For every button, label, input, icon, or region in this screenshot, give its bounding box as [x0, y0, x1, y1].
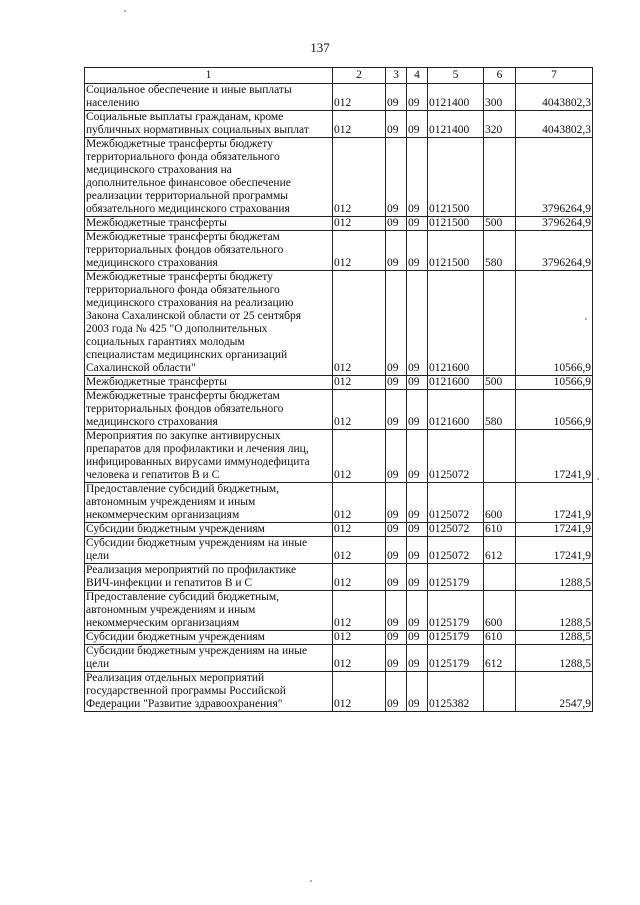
target-article-cell: 0121600 [428, 271, 484, 376]
section-code-cell: 09 [386, 564, 407, 591]
section-code-cell: 09 [386, 483, 407, 523]
ministry-code-cell: 012 [333, 231, 386, 271]
ministry-code-cell: 012 [333, 631, 386, 645]
table-row [85, 523, 593, 537]
expense-type-cell: 580 [484, 390, 516, 430]
amount-cell: 10566,9 [516, 376, 593, 390]
amount-cell: 17241,9 [516, 523, 593, 537]
table-row [85, 672, 593, 712]
row-name-cell: Предоставление субсидий бюджетным, автономным учреждениям и иным некоммерческим организациям [85, 483, 333, 523]
amount-cell: 1288,5 [516, 631, 593, 645]
table-row [85, 430, 593, 483]
expense-type-cell [484, 564, 516, 591]
row-name-cell: Субсидии бюджетным учреждениям [85, 523, 333, 537]
amount-cell: 3796264,9 [516, 231, 593, 271]
subsection-code-cell: 09 [407, 390, 428, 430]
amount-cell: 1288,5 [516, 591, 593, 631]
section-code-cell: 09 [386, 231, 407, 271]
section-code-cell: 09 [386, 591, 407, 631]
amount-cell: 10566,9 [516, 390, 593, 430]
subsection-code-cell: 09 [407, 430, 428, 483]
amount-cell: 4043802,3 [516, 111, 593, 138]
table-row [85, 483, 593, 523]
row-name-cell: Межбюджетные трансферты бюджетам территориальных фондов обязательного медицинского страхования [85, 390, 333, 430]
section-code-cell: 09 [386, 84, 407, 111]
header-cell: 3 [386, 68, 407, 84]
target-article-cell: 0121500 [428, 138, 484, 217]
row-name-cell: Межбюджетные трансферты [85, 376, 333, 390]
subsection-code-cell: 09 [407, 84, 428, 111]
subsection-code-cell: 09 [407, 138, 428, 217]
ministry-code-cell: 012 [333, 523, 386, 537]
subsection-code-cell: 09 [407, 217, 428, 231]
header-cell: 4 [407, 68, 428, 84]
table-row [85, 564, 593, 591]
expense-type-cell: 612 [484, 645, 516, 672]
table-row [85, 537, 593, 564]
row-name-cell: Реализация отдельных мероприятий государственной программы Российской Федерации "Развитие здравоохранения" [85, 672, 333, 712]
table-body [85, 84, 593, 712]
row-name-cell: Субсидии бюджетным учреждениям на иные цели [85, 537, 333, 564]
section-code-cell: 09 [386, 390, 407, 430]
amount-cell: 10566,9 [516, 271, 593, 376]
section-code-cell: 09 [386, 672, 407, 712]
ministry-code-cell: 012 [333, 390, 386, 430]
amount-cell: 2547,9 [516, 672, 593, 712]
target-article-cell: 0125382 [428, 672, 484, 712]
ministry-code-cell: 012 [333, 591, 386, 631]
expense-type-cell: 600 [484, 591, 516, 631]
subsection-code-cell: 09 [407, 376, 428, 390]
expense-type-cell: 610 [484, 523, 516, 537]
expense-type-cell: 500 [484, 376, 516, 390]
subsection-code-cell: 09 [407, 523, 428, 537]
subsection-code-cell: 09 [407, 271, 428, 376]
target-article-cell: 0121400 [428, 111, 484, 138]
section-code-cell: 09 [386, 376, 407, 390]
row-name-cell: Межбюджетные трансферты [85, 217, 333, 231]
header-cell: 1 [85, 68, 333, 84]
subsection-code-cell: 09 [407, 631, 428, 645]
target-article-cell: 0125072 [428, 430, 484, 483]
expense-type-cell [484, 138, 516, 217]
table-row [85, 376, 593, 390]
section-code-cell: 09 [386, 111, 407, 138]
ministry-code-cell: 012 [333, 271, 386, 376]
page-number: 137 [310, 40, 330, 55]
target-article-cell: 0125179 [428, 591, 484, 631]
expense-type-cell: 500 [484, 217, 516, 231]
table-row [85, 111, 593, 138]
section-code-cell: 09 [386, 631, 407, 645]
row-name-cell: Мероприятия по закупке антивирусных препаратов для профилактики и лечения лиц, инфицированных вирусами иммунодефицита человека и гепатитов В и С [85, 430, 333, 483]
table-row [85, 631, 593, 645]
expense-type-cell [484, 672, 516, 712]
section-code-cell: 09 [386, 523, 407, 537]
subsection-code-cell: 09 [407, 564, 428, 591]
target-article-cell: 0121500 [428, 231, 484, 271]
row-name-cell: Реализация мероприятий по профилактике ВИЧ-инфекции и гепатитов В и С [85, 564, 333, 591]
ministry-code-cell: 012 [333, 84, 386, 111]
ministry-code-cell: 012 [333, 537, 386, 564]
subsection-code-cell: 09 [407, 645, 428, 672]
section-code-cell: 09 [386, 271, 407, 376]
table-row [85, 217, 593, 231]
ministry-code-cell: 012 [333, 376, 386, 390]
expense-type-cell: 610 [484, 631, 516, 645]
table-header-row [85, 68, 593, 84]
amount-cell: 1288,5 [516, 564, 593, 591]
row-name-cell: Межбюджетные трансферты бюджету территориального фонда обязательного медицинского страхования на дополнительное финансовое обеспечение реализации территориальной программы обязательного медицинского страхования [85, 138, 333, 217]
target-article-cell: 0121500 [428, 217, 484, 231]
expense-type-cell: 320 [484, 111, 516, 138]
ministry-code-cell: 012 [333, 483, 386, 523]
amount-cell: 17241,9 [516, 483, 593, 523]
amount-cell: 4043802,3 [516, 84, 593, 111]
row-name-cell: Межбюджетные трансферты бюджетам территориальных фондов обязательного медицинского страхования [85, 231, 333, 271]
section-code-cell: 09 [386, 138, 407, 217]
expense-type-cell: 300 [484, 84, 516, 111]
row-name-cell: Предоставление субсидий бюджетным, автономным учреждениям и иным некоммерческим организациям [85, 591, 333, 631]
table-row [85, 231, 593, 271]
ministry-code-cell: 012 [333, 645, 386, 672]
expense-type-cell: 580 [484, 231, 516, 271]
ministry-code-cell: 012 [333, 217, 386, 231]
amount-cell: 17241,9 [516, 537, 593, 564]
subsection-code-cell: 09 [407, 591, 428, 631]
target-article-cell: 0125072 [428, 523, 484, 537]
header-cell: 7 [516, 68, 593, 84]
table-row [85, 84, 593, 111]
target-article-cell: 0125179 [428, 564, 484, 591]
table-row [85, 271, 593, 376]
target-article-cell: 0125179 [428, 631, 484, 645]
target-article-cell: 0125179 [428, 645, 484, 672]
header-cell: 5 [428, 68, 484, 84]
target-article-cell: 0121400 [428, 84, 484, 111]
section-code-cell: 09 [386, 430, 407, 483]
ministry-code-cell: 012 [333, 430, 386, 483]
table-row [85, 645, 593, 672]
row-name-cell: Субсидии бюджетным учреждениям [85, 631, 333, 645]
table-row [85, 138, 593, 217]
scan-speck [585, 318, 587, 320]
row-name-cell: Социальные выплаты гражданам, кроме публичных нормативных социальных выплат [85, 111, 333, 138]
expense-type-cell [484, 271, 516, 376]
section-code-cell: 09 [386, 537, 407, 564]
target-article-cell: 0121600 [428, 390, 484, 430]
subsection-code-cell: 09 [407, 111, 428, 138]
ministry-code-cell: 012 [333, 564, 386, 591]
section-code-cell: 09 [386, 645, 407, 672]
header-cell: 6 [484, 68, 516, 84]
subsection-code-cell: 09 [407, 231, 428, 271]
ministry-code-cell: 012 [333, 111, 386, 138]
row-name-cell: Социальное обеспечение и иные выплаты населению [85, 84, 333, 111]
target-article-cell: 0121600 [428, 376, 484, 390]
header-cell: 2 [333, 68, 386, 84]
subsection-code-cell: 09 [407, 672, 428, 712]
amount-cell: 1288,5 [516, 645, 593, 672]
expense-type-cell: 600 [484, 483, 516, 523]
ministry-code-cell: 012 [333, 138, 386, 217]
subsection-code-cell: 09 [407, 483, 428, 523]
expense-type-cell: 612 [484, 537, 516, 564]
amount-cell: 3796264,9 [516, 217, 593, 231]
budget-table [84, 67, 593, 712]
expense-type-cell [484, 430, 516, 483]
amount-cell: 17241,9 [516, 430, 593, 483]
row-name-cell: Субсидии бюджетным учреждениям на иные цели [85, 645, 333, 672]
ministry-code-cell: 012 [333, 672, 386, 712]
table-row [85, 591, 593, 631]
scan-speck [310, 880, 312, 882]
amount-cell: 3796264,9 [516, 138, 593, 217]
scan-speck [124, 10, 126, 12]
section-code-cell: 09 [386, 217, 407, 231]
row-name-cell: Межбюджетные трансферты бюджету территориального фонда обязательного медицинского страхования на реализацию Закона Сахалинской области от 25 сентября 2003 года № 425 "О дополнительных социальных гарантиях молодым специалистам медицинских организаций Сахалинской области" [85, 271, 333, 376]
target-article-cell: 0125072 [428, 537, 484, 564]
scan-speck [597, 478, 599, 480]
table-row [85, 390, 593, 430]
subsection-code-cell: 09 [407, 537, 428, 564]
target-article-cell: 0125072 [428, 483, 484, 523]
